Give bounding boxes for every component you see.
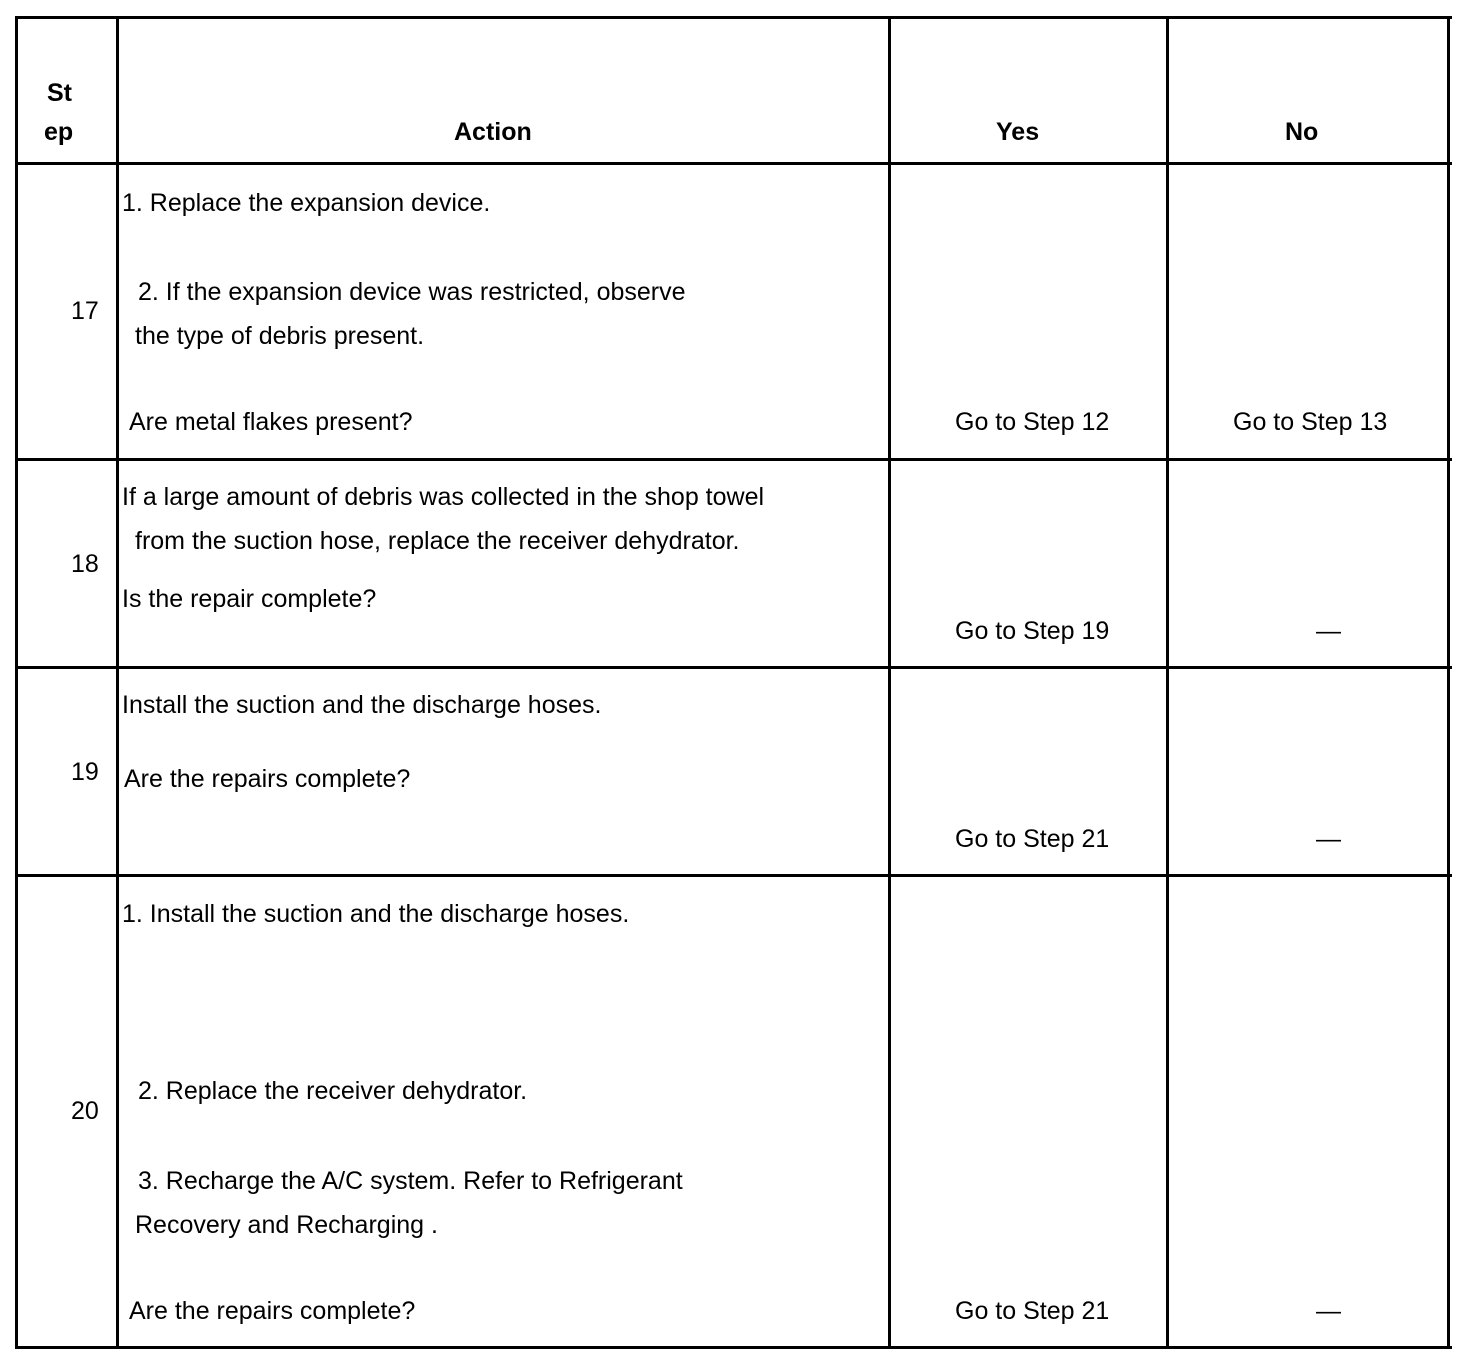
step-number: 17 [71, 297, 99, 325]
action-text: Recovery and Recharging . [135, 1211, 438, 1239]
no-result: — [1316, 617, 1341, 645]
table-border-left [15, 16, 18, 1349]
action-question: Are the repairs complete? [129, 1297, 416, 1325]
action-question: Are the repairs complete? [124, 765, 411, 793]
yes-result: Go to Step 19 [955, 617, 1110, 645]
header-step-line2: ep [44, 118, 74, 146]
table-border-top [15, 16, 1452, 19]
action-text: 2. If the expansion device was restricted, observe [138, 278, 686, 306]
yes-result: Go to Step 21 [955, 825, 1110, 853]
no-result: — [1316, 825, 1341, 853]
row-divider [15, 458, 1452, 461]
header-no: No [1285, 118, 1319, 146]
action-text: from the suction hose, replace the receiver dehydrator. [135, 527, 740, 555]
action-text: 1. Replace the expansion device. [122, 189, 491, 217]
action-text: If a large amount of debris was collected in the shop towel [122, 483, 765, 511]
no-result: Go to Step 13 [1233, 408, 1388, 436]
step-number: 18 [71, 550, 99, 578]
table-border-right [1447, 16, 1450, 1349]
table-border-bottom [15, 1346, 1452, 1349]
action-text: the type of debris present. [135, 322, 425, 350]
action-text: 1. Install the suction and the discharge hoses. [122, 900, 630, 928]
yes-result: Go to Step 12 [955, 408, 1110, 436]
header-yes: Yes [996, 118, 1040, 146]
action-question: Are metal flakes present? [129, 408, 413, 436]
yes-result: Go to Step 21 [955, 1297, 1110, 1325]
column-divider [888, 16, 891, 1349]
column-divider [116, 16, 119, 1349]
action-text: 2. Replace the receiver dehydrator. [138, 1077, 528, 1105]
header-action: Action [454, 118, 532, 146]
header-step-line1: St [47, 79, 72, 107]
column-divider [1166, 16, 1169, 1349]
row-divider [15, 874, 1452, 877]
action-text: Install the suction and the discharge hoses. [122, 691, 602, 719]
no-result: — [1316, 1297, 1341, 1325]
step-number: 20 [71, 1097, 99, 1125]
action-text: 3. Recharge the A/C system. Refer to Refrigerant [138, 1167, 683, 1195]
action-question: Is the repair complete? [122, 585, 377, 613]
header-divider [15, 162, 1452, 165]
row-divider [15, 666, 1452, 669]
step-number: 19 [71, 758, 99, 786]
